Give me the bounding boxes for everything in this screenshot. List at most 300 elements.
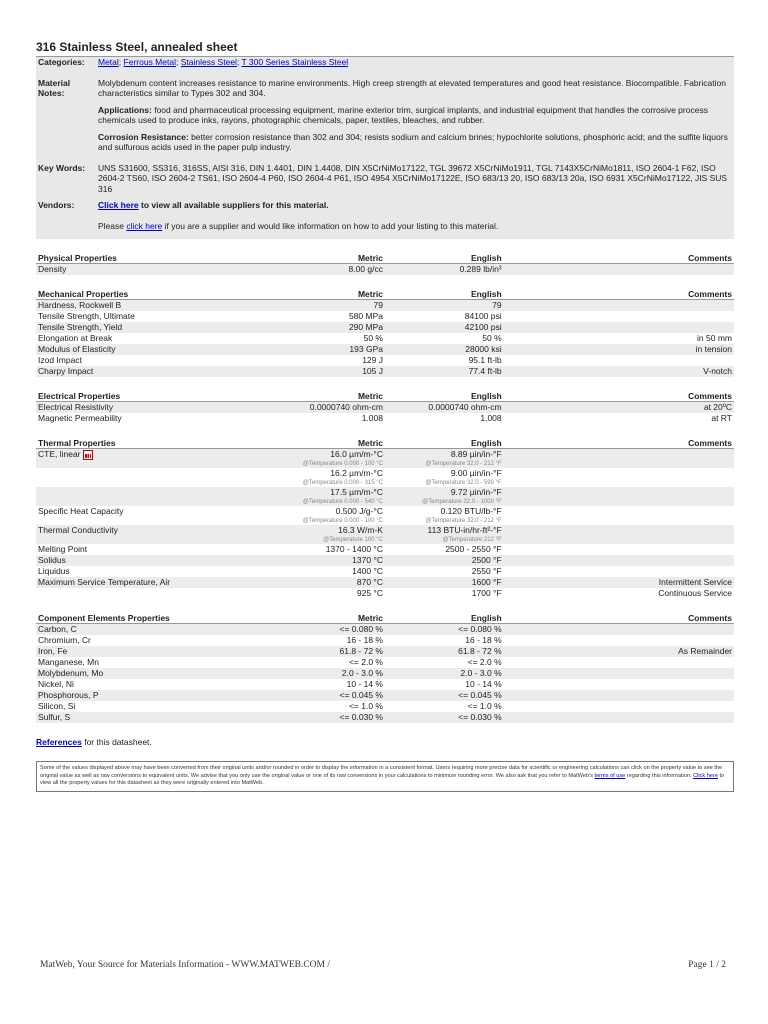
- comment-cell: [504, 525, 734, 544]
- metric-value-cell: [280, 577, 385, 588]
- english-value-cell: [385, 668, 504, 679]
- english-value[interactable]: 28000 ksi: [465, 344, 502, 354]
- english-value[interactable]: <= 0.080 %: [458, 624, 502, 634]
- comments-header: Comments: [504, 251, 734, 264]
- metric-value-cell: [280, 333, 385, 344]
- applications-label: Applications:: [98, 104, 152, 115]
- english-value[interactable]: 0.120 BTU/lb-°F: [440, 506, 502, 516]
- metric-value-cell: [280, 679, 385, 690]
- table-row: [36, 690, 734, 701]
- comment-cell: [504, 468, 734, 487]
- english-value-cell: [385, 344, 504, 355]
- property-cell: [36, 525, 280, 544]
- property-cell: [36, 701, 280, 712]
- metric-value-cell: [280, 300, 385, 312]
- metric-value[interactable]: <= 1.0 %: [348, 701, 383, 711]
- property-cell: [36, 449, 280, 469]
- corrosion-text: better corrosion resistance than 302 and 304; resists sodium and calcium brines; hypochlorite solutions, phosphoric acid; and the sulfite liquors and sulfurous acids used in the paper pulp industry.: [98, 131, 728, 152]
- comment-cell: [504, 300, 734, 312]
- comment-cell: [504, 668, 734, 679]
- temperature-condition: @Temperature 32.0 - 212 °F: [425, 518, 502, 524]
- metric-header: Metric: [280, 287, 385, 300]
- temperature-condition: @Temperature 0.000 - 315 °C: [302, 480, 383, 486]
- english-value-cell: [385, 300, 504, 312]
- english-value[interactable]: <= 0.030 %: [458, 712, 502, 722]
- english-header: English: [385, 287, 504, 300]
- property-name: Modulus of Elasticity: [38, 344, 116, 354]
- metric-value[interactable]: 10 - 14 %: [346, 679, 383, 689]
- property-cell: [36, 333, 280, 344]
- english-value-cell: [385, 355, 504, 366]
- metric-value[interactable]: 129 J: [362, 355, 383, 365]
- metric-header: Metric: [280, 389, 385, 402]
- english-value-cell: [385, 311, 504, 322]
- english-value[interactable]: 1600 °F: [471, 577, 502, 587]
- property-cell: [36, 712, 280, 723]
- page-title: 316 Stainless Steel, annealed sheet: [36, 40, 238, 54]
- comment-cell: [504, 544, 734, 555]
- table-row: [36, 577, 734, 588]
- table-row: [36, 333, 734, 344]
- metric-value-cell: [280, 468, 385, 487]
- metric-value[interactable]: 8.00 g/cc: [348, 264, 383, 274]
- metric-value[interactable]: 925 °C: [356, 588, 383, 598]
- english-value[interactable]: 2550 °F: [471, 566, 502, 576]
- supplier-info-line: [98, 221, 730, 232]
- section-title: Electrical Properties: [36, 389, 280, 402]
- disclaimer-text-2: regarding this information.: [625, 772, 694, 779]
- metric-value-cell: [280, 322, 385, 333]
- comment-cell: [504, 701, 734, 712]
- category-link-stainless-steel[interactable]: Stainless Steel: [180, 57, 237, 67]
- english-value-cell: [385, 679, 504, 690]
- property-name: Magnetic Permeability: [38, 413, 122, 423]
- english-value[interactable]: 9.00 µin/in-°F: [450, 468, 502, 478]
- metric-value[interactable]: 1370 °C: [352, 555, 383, 565]
- english-value-cell: [385, 402, 504, 414]
- metric-value-cell: [280, 566, 385, 577]
- section-title: Mechanical Properties: [36, 287, 280, 300]
- metric-value-cell: [280, 701, 385, 712]
- english-value[interactable]: 79: [492, 300, 502, 310]
- english-value-cell: [385, 413, 504, 424]
- metric-value-cell: [280, 449, 385, 469]
- english-value[interactable]: 2.0 - 3.0 %: [460, 668, 502, 678]
- temperature-condition: @Temperature 0.000 - 100 °C: [302, 461, 383, 467]
- temperature-condition: @Temperature 32.0 - 212 °F: [425, 461, 502, 467]
- metric-value-cell: [280, 402, 385, 414]
- property-name: Tensile Strength, Ultimate: [38, 311, 135, 321]
- english-value-cell: [385, 525, 504, 544]
- table-row: [36, 624, 734, 636]
- english-value[interactable]: 84100 psi: [464, 311, 502, 321]
- metric-value[interactable]: 16.3 W/m-K: [338, 525, 383, 535]
- english-value[interactable]: 8.89 µin/in-°F: [450, 449, 502, 459]
- english-value[interactable]: 10 - 14 %: [465, 679, 502, 689]
- english-value-cell: [385, 566, 504, 577]
- property-name: Thermal Conductivity: [38, 525, 118, 535]
- table-row: [36, 646, 734, 657]
- property-table: [36, 611, 734, 723]
- property-name: Liquidus: [38, 566, 70, 576]
- temperature-condition: @Temperature 212 °F: [442, 537, 502, 543]
- english-value-cell: [385, 333, 504, 344]
- comment-cell: [504, 355, 734, 366]
- english-value-cell: [385, 264, 504, 276]
- property-table: [36, 287, 734, 377]
- english-value[interactable]: 0.0000740 ohm-cm: [428, 402, 502, 412]
- metric-value-cell: [280, 311, 385, 322]
- category-link-ferrous-metal[interactable]: Ferrous Metal: [123, 57, 176, 67]
- comments-header: Comments: [504, 436, 734, 449]
- property-name: Sulfur, S: [38, 712, 71, 722]
- metric-value[interactable]: 193 GPa: [349, 344, 383, 354]
- metric-value[interactable]: 0.0000740 ohm-cm: [309, 402, 383, 412]
- comment-cell: [504, 679, 734, 690]
- table-row: [36, 344, 734, 355]
- comment-cell: As Remainder: [504, 646, 734, 657]
- comment-cell: [504, 311, 734, 322]
- english-value-cell: [385, 657, 504, 668]
- disclaimer-box: [36, 761, 734, 792]
- metric-value[interactable]: 290 MPa: [348, 322, 383, 332]
- table-header-row: [36, 436, 734, 449]
- comment-cell: [504, 487, 734, 506]
- applications-text: food and pharmaceutical processing equipment, marine exterior trim, surgical implants, and industrial equipment that handles the corrosive process chemicals used to produce inks, rayons, photographic chemicals, paper, textiles, bleaches, and rubber.: [98, 104, 708, 125]
- metric-value-cell: [280, 413, 385, 424]
- key-words-label: Key Words:: [38, 162, 86, 173]
- english-header: English: [385, 436, 504, 449]
- english-value[interactable]: 9.72 µin/in-°F: [450, 487, 502, 497]
- property-cell: [36, 506, 280, 525]
- property-cell: [36, 366, 280, 377]
- categories-row: [38, 57, 730, 68]
- comment-cell: Continuous Service: [658, 588, 732, 598]
- property-name: Hardness, Rockwell B: [38, 300, 122, 310]
- property-cell: [36, 635, 280, 646]
- material-notes-body: [98, 78, 730, 153]
- comment-cell: [504, 322, 734, 333]
- property-cell: [36, 344, 280, 355]
- table-row: [36, 679, 734, 690]
- english-value-cell: [385, 487, 504, 506]
- english-value-cell: [385, 646, 504, 657]
- corrosion-paragraph: [98, 132, 730, 153]
- property-table: [36, 389, 734, 424]
- comment-cell: [504, 624, 734, 636]
- table-row: [36, 311, 734, 322]
- property-cell: [36, 311, 280, 322]
- page-footer: [40, 960, 726, 970]
- references-rest: for this datasheet.: [81, 737, 152, 747]
- graph-icon[interactable]: [83, 450, 93, 460]
- english-header: English: [385, 611, 504, 624]
- category-sep: ;: [175, 57, 181, 67]
- english-value[interactable]: 1700 °F: [471, 588, 502, 598]
- metric-value-cell: [280, 506, 385, 525]
- section-title: Physical Properties: [36, 251, 280, 264]
- property-name: Molybdenum, Mo: [38, 668, 104, 678]
- metric-value[interactable]: 16.2 µm/m-°C: [330, 468, 383, 478]
- section-title: Thermal Properties: [36, 436, 280, 449]
- metric-header: Metric: [280, 436, 385, 449]
- metric-value-cell: [280, 525, 385, 544]
- property-cell: [36, 300, 280, 312]
- key-words-row: [38, 163, 730, 195]
- table-row: [36, 355, 734, 366]
- category-link-300-series[interactable]: T 300 Series Stainless Steel: [241, 57, 349, 67]
- property-name: Phosphorous, P: [38, 690, 99, 700]
- english-value[interactable]: 0.289 lb/in³: [459, 264, 502, 274]
- english-value-cell: [385, 635, 504, 646]
- metric-value[interactable]: 105 J: [362, 366, 383, 376]
- property-name: Izod Impact: [38, 355, 82, 365]
- metric-value[interactable]: <= 0.080 %: [339, 624, 383, 634]
- property-name: Manganese, Mn: [38, 657, 99, 667]
- english-value[interactable]: 2500 °F: [471, 555, 502, 565]
- metric-value[interactable]: 580 MPa: [348, 311, 383, 321]
- property-cell: [36, 657, 280, 668]
- metric-value[interactable]: 50 %: [363, 333, 383, 343]
- temperature-condition: @Temperature 32.0 - 599 °F: [425, 480, 502, 486]
- table-header-row: [36, 251, 734, 264]
- applications-paragraph: [98, 105, 730, 126]
- property-name: Carbon, C: [38, 624, 77, 634]
- property-cell: [36, 668, 280, 679]
- property-cell: [36, 588, 280, 599]
- table-row: [36, 402, 734, 414]
- property-name: Melting Point: [38, 544, 88, 554]
- footer-source: MatWeb, Your Source for Materials Information - WWW.MATWEB.COM /: [40, 960, 330, 970]
- english-value[interactable]: <= 2.0 %: [467, 657, 502, 667]
- comments-header: Comments: [504, 389, 734, 402]
- table-row: [36, 566, 734, 577]
- metric-value-cell: [280, 588, 385, 599]
- property-cell: [36, 624, 280, 636]
- english-value-cell: [385, 544, 504, 555]
- comment-cell: at 20ºC: [504, 402, 734, 414]
- english-value[interactable]: 95.1 ft-lb: [468, 355, 502, 365]
- metric-value-cell: [280, 668, 385, 679]
- english-value-cell: [385, 577, 504, 588]
- comment-cell: [504, 635, 734, 646]
- metric-value-cell: [280, 544, 385, 555]
- material-notes-text: Molybdenum content increases resistance to marine environments. High creep strength at elevated temperatures and good heat resistance. Biocompatible. Fabrication characteristics similar to Types 302 and 304.: [98, 77, 726, 98]
- table-row: [36, 487, 734, 506]
- comments-header: Comments: [504, 611, 734, 624]
- metric-value-cell: [280, 487, 385, 506]
- comments-header: Comments: [504, 287, 734, 300]
- comment-cell: in 50 mm: [697, 333, 732, 343]
- category-sep: ;: [118, 57, 124, 67]
- comment-cell: [504, 566, 734, 577]
- metric-value-cell: [280, 712, 385, 723]
- categories-list: [98, 57, 730, 68]
- metric-value[interactable]: 61.8 - 72 %: [339, 646, 383, 656]
- table-row: [36, 712, 734, 723]
- supplier-info-rest: if you are a supplier and would like information on how to add your listing to this material.: [162, 220, 499, 231]
- temperature-condition: @Temperature 32.0 - 1000 °F: [422, 499, 502, 505]
- metric-value[interactable]: 16.0 µm/m-°C: [330, 449, 383, 459]
- english-value-cell: [385, 712, 504, 723]
- metric-value[interactable]: 1.008: [361, 413, 383, 423]
- property-name: Electrical Resistivity: [38, 402, 114, 412]
- property-name: Elongation at Break: [38, 333, 113, 343]
- property-cell: [36, 468, 280, 487]
- comment-cell: [504, 506, 734, 525]
- metric-value[interactable]: <= 0.045 %: [339, 690, 383, 700]
- metric-value[interactable]: 17.5 µm/m-°C: [330, 487, 383, 497]
- section-title: Component Elements Properties: [36, 611, 280, 624]
- table-row: [36, 449, 734, 469]
- material-notes-label: Material Notes:: [38, 77, 71, 98]
- table-row: [36, 300, 734, 312]
- property-cell: [36, 577, 280, 588]
- metric-value[interactable]: 79: [373, 300, 383, 310]
- please-text: Please: [98, 220, 127, 231]
- english-value-cell: [385, 449, 504, 469]
- metric-value[interactable]: 1400 °C: [352, 566, 383, 576]
- category-link-metal[interactable]: Metal: [98, 57, 119, 67]
- metric-value[interactable]: <= 2.0 %: [348, 657, 383, 667]
- property-table: [36, 251, 734, 275]
- material-notes-row: [38, 78, 730, 153]
- english-value-cell: [385, 701, 504, 712]
- category-sep: ;: [236, 57, 242, 67]
- english-value[interactable]: 50 %: [482, 333, 502, 343]
- table-row: [36, 366, 734, 377]
- metric-value[interactable]: 2.0 - 3.0 %: [341, 668, 383, 678]
- english-value-cell: [385, 555, 504, 566]
- property-cell: [36, 566, 280, 577]
- property-cell: [36, 690, 280, 701]
- metric-value[interactable]: 16 - 18 %: [346, 635, 383, 645]
- table-header-row: [36, 611, 734, 624]
- english-header: English: [385, 251, 504, 264]
- table-row: [36, 544, 734, 555]
- metric-value-cell: [280, 690, 385, 701]
- english-value[interactable]: <= 0.045 %: [458, 690, 502, 700]
- table-row: [36, 635, 734, 646]
- vendors-row: [38, 200, 730, 231]
- disclaimer-text-3: to view all the property values for this datasheet as they were originally entered into MatWeb.: [40, 772, 725, 786]
- comment-cell: [504, 449, 734, 469]
- metric-value-cell: [280, 366, 385, 377]
- comment-cell: V-notch: [504, 366, 734, 377]
- metric-value-cell: [280, 635, 385, 646]
- metric-value-cell: [280, 264, 385, 276]
- english-value-cell: [385, 588, 504, 599]
- english-value-cell: [385, 366, 504, 377]
- comment-cell: [504, 712, 734, 723]
- disclaimer-text-1: Some of the values displayed above may have been converted from their original units and/or rounded in order to display the information in a consistent format. Users requiring more precise data for scientific or engineering calculations can click on the property value to see the original value as well as raw conversions to equivalent units. We advise that you only use the original value or one of its raw conversions in your calculations to minimize rounding error. We also ask that you refer to MatWeb's: [40, 765, 723, 779]
- comment-cell: in tension: [504, 344, 734, 355]
- table-row: [36, 555, 734, 566]
- property-name: Charpy Impact: [38, 366, 94, 376]
- property-tables: [36, 251, 734, 723]
- property-cell: [36, 413, 280, 424]
- property-name: Solidus: [38, 555, 66, 565]
- property-cell: [36, 555, 280, 566]
- metric-value[interactable]: 1370 - 1400 °C: [325, 544, 383, 554]
- english-value-cell: [385, 468, 504, 487]
- english-value[interactable]: 16 - 18 %: [465, 635, 502, 645]
- table-row: [36, 588, 734, 599]
- datasheet-page: [36, 40, 734, 792]
- vendors-line: [98, 200, 730, 211]
- disclaimer-click-here-link[interactable]: Click here: [693, 772, 718, 779]
- vendors-label: Vendors:: [38, 200, 75, 210]
- english-value[interactable]: 77.4 ft-lb: [468, 366, 502, 376]
- english-value[interactable]: 61.8 - 72 %: [458, 646, 502, 656]
- supplier-click-here-link[interactable]: click here: [126, 220, 163, 231]
- property-cell: [36, 322, 280, 333]
- property-name: CTE, linear: [38, 449, 81, 459]
- comment-cell: [504, 657, 734, 668]
- terms-of-use-link[interactable]: terms of use: [594, 772, 626, 779]
- table-header-row: [36, 389, 734, 402]
- table-row: [36, 413, 734, 424]
- footer-page-number: Page 1 / 2: [688, 960, 726, 970]
- comment-cell: [504, 555, 734, 566]
- table-row: [36, 668, 734, 679]
- table-row: [36, 468, 734, 487]
- table-row: [36, 322, 734, 333]
- property-cell: [36, 646, 280, 657]
- suppliers-link-rest: to view all available suppliers for this material.: [138, 200, 329, 210]
- references-link[interactable]: References: [36, 737, 82, 747]
- english-value[interactable]: 42100 psi: [464, 322, 502, 332]
- english-value-cell: [385, 506, 504, 525]
- metric-value-cell: [280, 344, 385, 355]
- property-cell: [36, 355, 280, 366]
- temperature-condition: @Temperature 100 °C: [323, 537, 383, 543]
- property-name: Maximum Service Temperature, Air: [38, 577, 171, 587]
- english-value-cell: [385, 322, 504, 333]
- property-name: Chromium, Cr: [38, 635, 91, 645]
- property-name: Silicon, Si: [38, 701, 76, 711]
- english-header: English: [385, 389, 504, 402]
- metric-header: Metric: [280, 611, 385, 624]
- english-value[interactable]: 113 BTU-in/hr-ft²-°F: [427, 525, 502, 535]
- references-line: [36, 737, 734, 747]
- key-words-text: UNS S31600, SS316, 316SS, AISI 316, DIN 1.4401, DIN 1.4408, DIN X5CrNiMo17122, TGL 39672 X5CrNiMo1911, TGL 7143X5CrNiMo1811, ISO 2604-1 F62, ISO 2604-2 TS60, ISO 2604-2 TS61, ISO 2604-4 P60, ISO 2604-4 P61, ISO 4954 X5CrNiMo17122E, ISO 683/13 20, ISO 683/13 20a, ISO 6931 X5CrNiMo17122, JIS SUS 316: [98, 162, 728, 194]
- vendors-body: [98, 200, 730, 231]
- english-value[interactable]: <= 1.0 %: [467, 701, 502, 711]
- english-value[interactable]: 2500 - 2550 °F: [445, 544, 502, 554]
- property-name: Nickel, Ni: [38, 679, 74, 689]
- corrosion-label: Corrosion Resistance:: [98, 131, 189, 142]
- suppliers-link[interactable]: Click here: [98, 200, 139, 210]
- property-cell: [36, 679, 280, 690]
- table-row: [36, 701, 734, 712]
- metric-value-cell: [280, 646, 385, 657]
- metric-value-cell: [280, 555, 385, 566]
- english-value-cell: [385, 690, 504, 701]
- comment-cell: [504, 690, 734, 701]
- property-cell: [36, 402, 280, 414]
- info-box: [36, 56, 734, 239]
- comment-cell: at RT: [711, 413, 732, 423]
- metric-value[interactable]: 0.500 J/g-°C: [335, 506, 383, 516]
- property-cell: [36, 264, 280, 276]
- categories-label: Categories:: [38, 57, 85, 67]
- english-value-cell: [385, 624, 504, 636]
- metric-value-cell: [280, 355, 385, 366]
- english-value[interactable]: 1.008: [480, 413, 502, 423]
- metric-value[interactable]: <= 0.030 %: [339, 712, 383, 722]
- metric-value[interactable]: 870 °C: [356, 577, 383, 587]
